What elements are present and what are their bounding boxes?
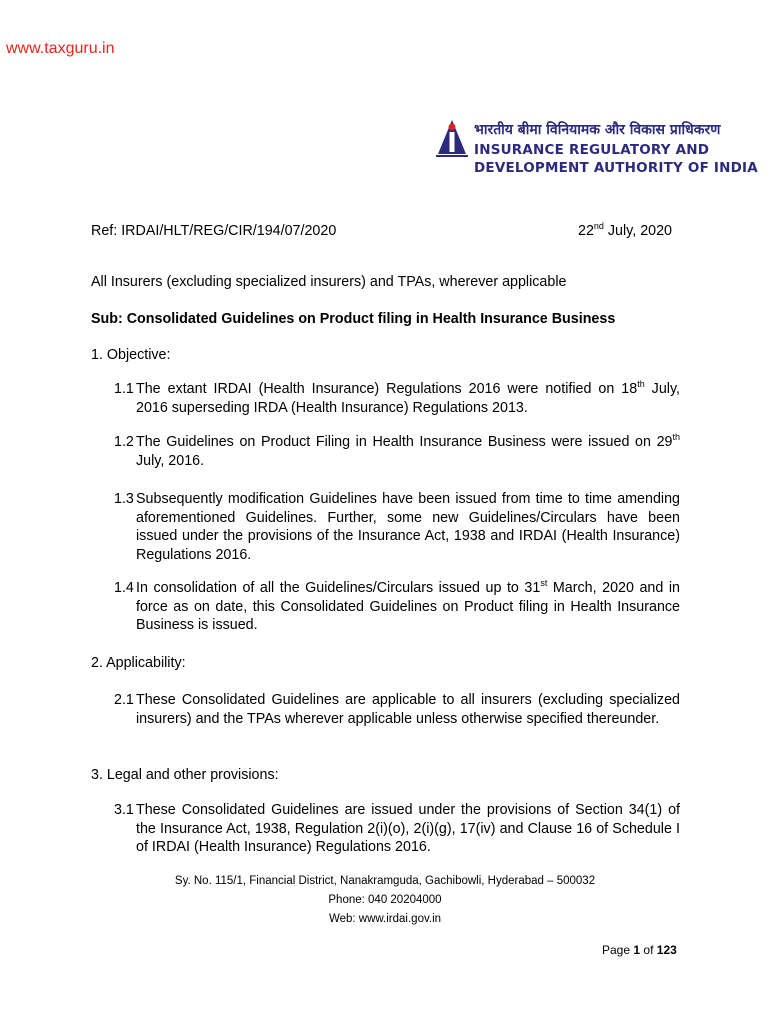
irdai-logo	[434, 118, 758, 180]
paragraph-3-1: 3.1 These Consolidated Guidelines are issued under the provisions of Section 34(1) of the Insurance Act, 1938, Regulation 2(i)(o), 2(i)(g), 17(iv) and Clause 16 of Schedule I of IRDAI (Health Insurance) Regulations 2016.	[114, 802, 680, 855]
section-heading-applicability: 2. Applicability:	[91, 655, 186, 671]
footer-address: Sy. No. 115/1, Financial District, Nanakramguda, Gachibowli, Hyderabad – 500032	[174, 875, 596, 887]
paragraph-1-1: 1.1 The extant IRDAI (Health Insurance) Regulations 2016 were notified on 18th July, 2016 superseding IRDA (Health Insurance) Regulations 2013.	[114, 379, 681, 416]
logo-name-line1: INSURANCE REGULATORY AND	[474, 142, 710, 158]
letter-date: 22nd July, 2020	[578, 221, 673, 239]
paragraph-1-2: 1.2 The Guidelines on Product Filing in Health Insurance Business were issued on 29th July, 2016.	[114, 432, 680, 469]
subject-line: Sub: Consolidated Guidelines on Product filing in Health Insurance Business	[91, 311, 616, 327]
watermark-link[interactable]: www.taxguru.in	[6, 40, 115, 57]
paragraph-1-4: 1.4 In consolidation of all the Guidelines/Circulars issued up to 31st March, 2020 and in force as on date, this Consolidated Guidelines on Product filing in Health Insurance Business is issued.	[114, 578, 680, 633]
section-heading-objective: 1. Objective:	[91, 347, 171, 363]
section-heading-legal: 3. Legal and other provisions:	[91, 767, 279, 783]
paragraph-1-3: 1.3 Subsequently modification Guidelines have been issued from time to time amending aforementioned Guidelines. Further, some new Guidelines/Circulars have been issued under the provisions of the Insurance Act, 1938 and IRDAI (Health Insurance) Regulations 2016.	[114, 491, 680, 563]
irdai-emblem-icon	[434, 118, 470, 158]
page-number: Page 1 of 123	[602, 943, 677, 957]
reference-number: Ref: IRDAI/HLT/REG/CIR/194/07/2020	[91, 223, 337, 239]
addressee: All Insurers (excluding specialized insurers) and TPAs, wherever applicable	[91, 274, 567, 290]
logo-name-line2: DEVELOPMENT AUTHORITY OF INDIA	[474, 160, 758, 176]
paragraph-2-1: 2.1 These Consolidated Guidelines are applicable to all insurers (excluding specialized insurers) and the TPAs wherever applicable unless otherwise specified thereunder.	[114, 692, 680, 727]
footer-phone: Phone: 040 20204000	[328, 894, 442, 906]
footer-web: Web: www.irdai.gov.in	[328, 913, 442, 925]
logo-hindi-name: भारतीय बीमा विनियामक और विकास प्राधिकरण	[474, 122, 721, 138]
